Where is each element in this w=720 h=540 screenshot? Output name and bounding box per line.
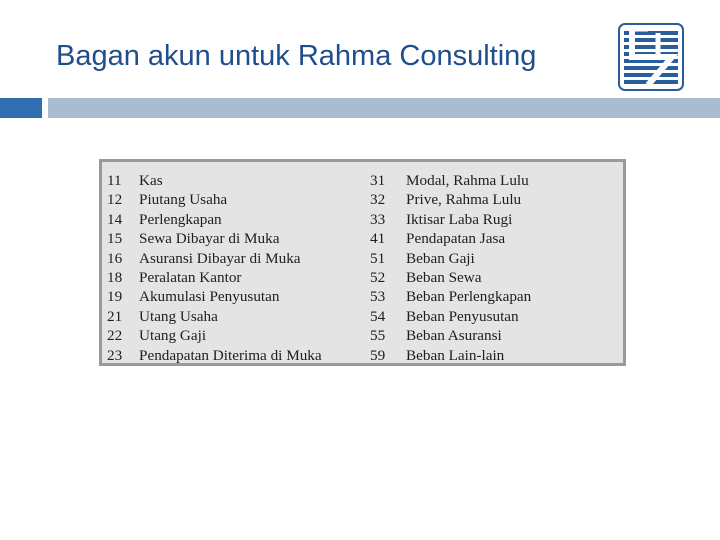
left-name-column: [139, 171, 371, 365]
left-number-column: [107, 171, 137, 365]
account-number: 23: [107, 346, 123, 364]
account-name: Utang Usaha: [139, 307, 218, 325]
account-name: Beban Penyusutan: [406, 307, 519, 325]
account-number: 16: [107, 249, 123, 267]
account-number: 51: [370, 249, 386, 267]
header-bar: [48, 98, 720, 118]
account-number: 59: [370, 346, 386, 364]
right-number-column: [370, 171, 400, 365]
account-number: 15: [107, 230, 123, 248]
account-number: 19: [107, 288, 123, 306]
account-number: 54: [370, 307, 386, 325]
account-number: 53: [370, 288, 386, 306]
account-number: 22: [107, 327, 123, 345]
account-name: Beban Gaji: [406, 249, 475, 267]
account-name: Perlengkapan: [139, 210, 222, 228]
account-number: 55: [370, 327, 386, 345]
account-number: 31: [370, 172, 386, 189]
slide-title: Bagan akun untuk Rahma Consulting: [56, 40, 537, 72]
account-name: Iktisar Laba Rugi: [406, 210, 513, 228]
account-number: 11: [107, 172, 122, 189]
account-name: Peralatan Kantor: [139, 268, 242, 286]
accent-bar: [0, 98, 42, 118]
company-logo-icon: [618, 23, 684, 91]
chart-of-accounts-table: [99, 159, 626, 366]
account-name: Beban Asuransi: [406, 327, 502, 345]
account-name: Sewa Dibayar di Muka: [139, 230, 280, 248]
account-name: Prive, Rahma Lulu: [406, 191, 522, 209]
account-number: 12: [107, 191, 123, 209]
account-number: 14: [107, 210, 123, 228]
account-number: 32: [370, 191, 386, 209]
account-name: Asuransi Dibayar di Muka: [139, 249, 301, 267]
account-number: 33: [370, 210, 386, 228]
right-name-column: [406, 171, 626, 365]
account-name: Kas: [139, 172, 163, 189]
account-name: Modal, Rahma Lulu: [406, 172, 529, 189]
account-number: 52: [370, 268, 386, 286]
account-name: Beban Lain-lain: [406, 346, 505, 364]
account-name: Akumulasi Penyusutan: [139, 288, 280, 306]
account-name: Utang Gaji: [139, 327, 207, 345]
account-name: Beban Sewa: [406, 268, 482, 286]
account-name: Pendapatan Diterima di Muka: [139, 346, 322, 364]
account-number: 21: [107, 307, 123, 325]
account-name: Piutang Usaha: [139, 191, 228, 209]
account-name: Pendapatan Jasa: [406, 230, 506, 248]
account-number: 18: [107, 268, 123, 286]
account-number: 41: [370, 230, 386, 248]
account-name: Beban Perlengkapan: [406, 288, 532, 306]
